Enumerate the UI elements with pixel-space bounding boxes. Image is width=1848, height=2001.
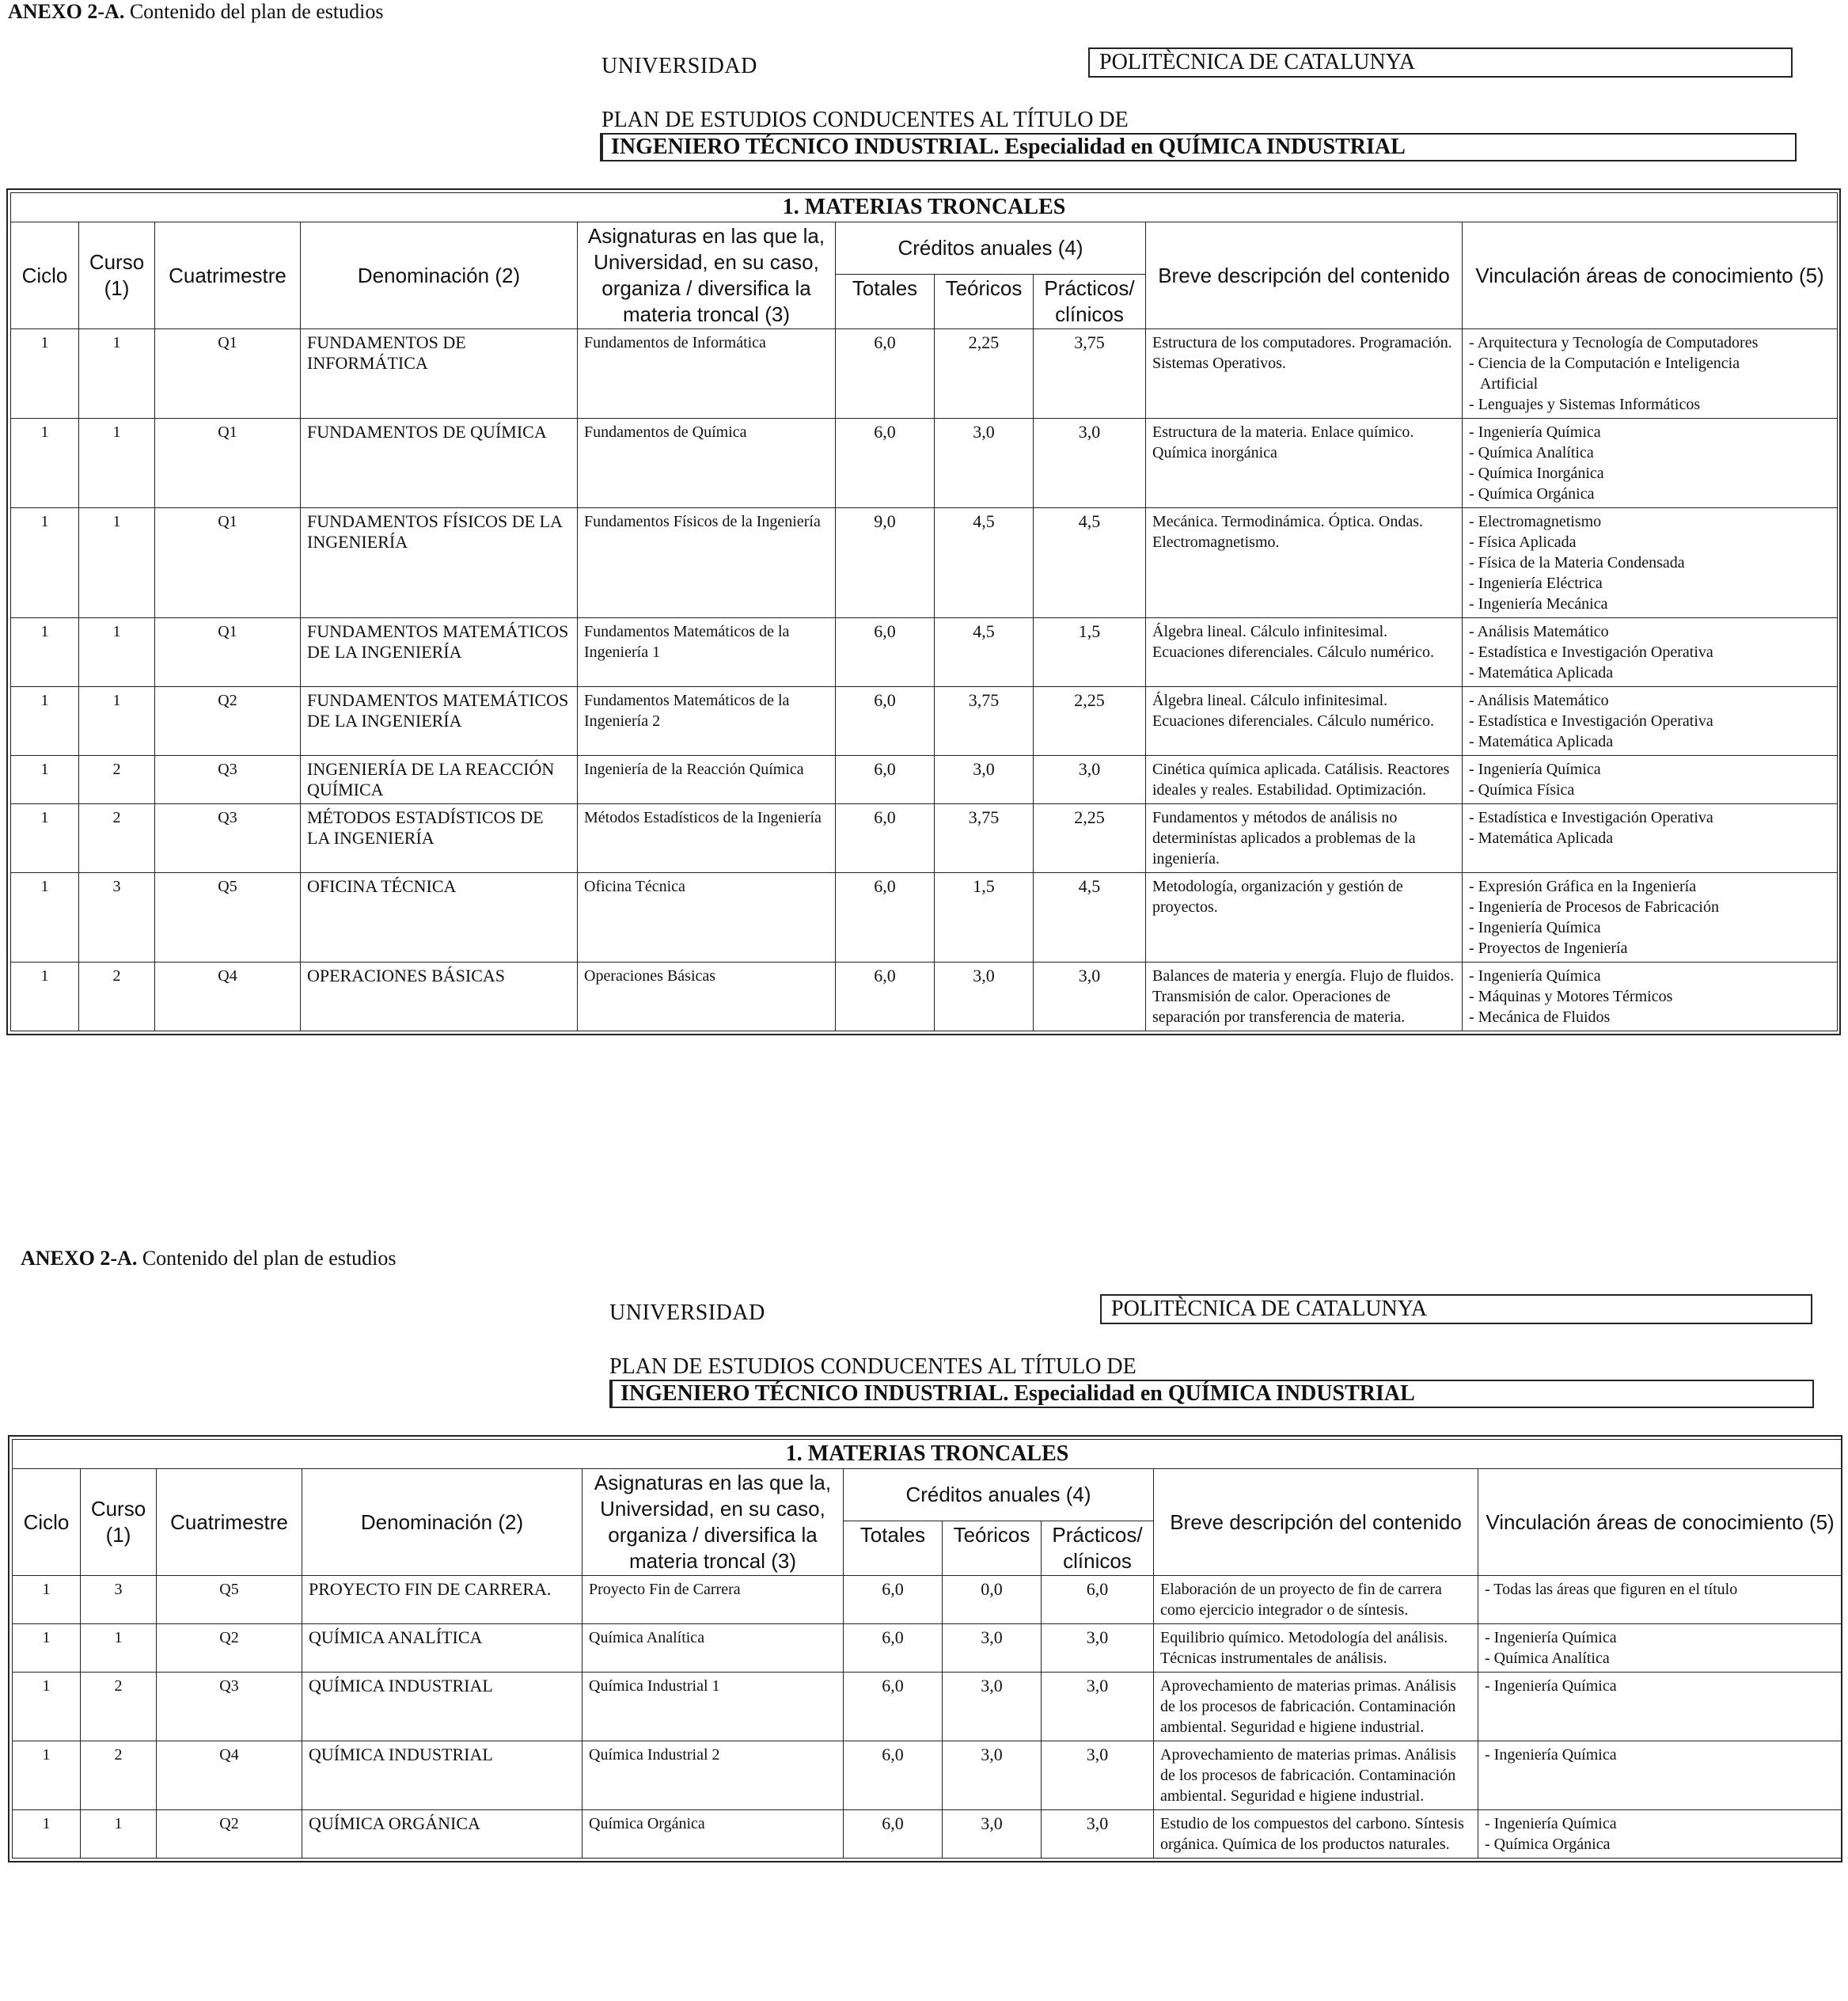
header-denominacion: Denominación (2): [301, 222, 578, 329]
cell-asignatura: Ingeniería de la Reacción Química: [578, 756, 836, 804]
cell-descripcion: Álgebra lineal. Cálculo infinitesimal. Ecuaciones diferenciales. Cálculo numérico.: [1146, 618, 1463, 687]
table-row: [11, 963, 1838, 1031]
table-row: [11, 804, 1838, 873]
area-item: - Proyectos de Ingeniería: [1469, 940, 1628, 957]
cell-asignatura: Fundamentos de Informática: [578, 329, 836, 419]
table-row: [11, 419, 1838, 508]
section-title: 1. MATERIAS TRONCALES: [11, 193, 1838, 222]
area-item: - Ingeniería Química: [1485, 1629, 1617, 1646]
cell-curso: 1: [79, 687, 155, 756]
cell-curso: 3: [79, 873, 155, 963]
cell-cuatrimestre: Q3: [157, 1673, 302, 1741]
header-descripcion: Breve descripción del contenido: [1154, 1469, 1478, 1576]
cell-ciclo: 1: [13, 1741, 81, 1810]
area-item: - Matemática Aplicada: [1469, 733, 1614, 750]
annex-text: Contenido del plan de estudios: [137, 1247, 397, 1270]
table-row: [11, 756, 1838, 804]
cell-teoricos: 3,0: [935, 963, 1034, 1031]
cell-practicos: 4,5: [1034, 508, 1146, 618]
materias-table-frame: [8, 1435, 1842, 1862]
cell-descripcion: Equilibrio químico. Metodología del análisis. Técnicas instrumentales de análisis.: [1154, 1624, 1478, 1673]
cell-descripcion: Estructura de los computadores. Programación. Sistemas Operativos.: [1146, 329, 1463, 419]
cell-totales: 6,0: [836, 618, 935, 687]
cell-teoricos: 2,25: [935, 329, 1034, 419]
university-label: UNIVERSIDAD: [601, 54, 757, 78]
cell-asignatura: Química Industrial 1: [582, 1673, 844, 1741]
cell-practicos: 3,0: [1034, 963, 1146, 1031]
cell-teoricos: 3,75: [935, 804, 1034, 873]
cell-descripcion: Estudio de los compuestos del carbono. Síntesis orgánica. Química de los productos naturales.: [1154, 1810, 1478, 1859]
area-item: - Química Orgánica: [1469, 485, 1595, 503]
cell-cuatrimestre: Q1: [155, 329, 301, 419]
area-item: - Matemática Aplicada: [1469, 664, 1614, 682]
area-item: - Ingeniería Química: [1469, 967, 1601, 985]
plan-title: INGENIERO TÉCNICO INDUSTRIAL. Especialidad en QUÍMICA INDUSTRIAL: [600, 133, 1797, 161]
cell-vinculacion: [1463, 618, 1838, 687]
area-item: - Máquinas y Motores Térmicos: [1469, 988, 1673, 1005]
cell-practicos: 3,0: [1042, 1624, 1154, 1673]
cell-curso: 2: [81, 1741, 157, 1810]
cell-descripcion: Fundamentos y métodos de análisis no determinístas aplicados a problemas de la ingeniería.: [1146, 804, 1463, 873]
cell-ciclo: 1: [13, 1810, 81, 1859]
area-item: - Análisis Matemático: [1469, 623, 1609, 640]
area-item: - Ingeniería Química: [1469, 761, 1601, 778]
cell-asignatura: Operaciones Básicas: [578, 963, 836, 1031]
cell-ciclo: 1: [11, 873, 79, 963]
cell-ciclo: 1: [11, 687, 79, 756]
area-item: - Química Analítica: [1469, 444, 1594, 461]
cell-vinculacion: [1478, 1576, 1842, 1624]
cell-practicos: 1,5: [1034, 618, 1146, 687]
cell-descripcion: Aprovechamiento de materias primas. Análisis de los procesos de fabricación. Contaminación ambiental. Seguridad e higiene industrial.: [1154, 1741, 1478, 1810]
header-ciclo: Ciclo: [13, 1469, 81, 1576]
cell-curso: 2: [79, 804, 155, 873]
cell-practicos: 3,0: [1042, 1741, 1154, 1810]
cell-denominacion: FUNDAMENTOS MATEMÁTICOS DE LA INGENIERÍA: [301, 618, 578, 687]
area-item: - Ingeniería Química: [1485, 1815, 1617, 1832]
cell-vinculacion: [1463, 508, 1838, 618]
cell-asignatura: Fundamentos de Química: [578, 419, 836, 508]
cell-totales: 6,0: [844, 1741, 943, 1810]
area-item: - Química Orgánica: [1485, 1836, 1611, 1853]
cell-asignatura: Química Industrial 2: [582, 1741, 844, 1810]
header-cuatrimestre: Cuatrimestre: [155, 222, 301, 329]
annex-bold: ANEXO 2-A.: [8, 0, 125, 23]
university-label: UNIVERSIDAD: [609, 1300, 765, 1325]
area-item: - Ciencia de la Computación e Inteligencia: [1469, 355, 1740, 372]
cell-teoricos: 3,0: [943, 1810, 1042, 1859]
cell-descripcion: Metodología, organización y gestión de proyectos.: [1146, 873, 1463, 963]
cell-teoricos: 4,5: [935, 618, 1034, 687]
cell-descripcion: Balances de materia y energía. Flujo de fluidos. Transmisión de calor. Operaciones de separación por transferencia de materia.: [1146, 963, 1463, 1031]
table-row: [13, 1741, 1842, 1810]
area-item: - Electromagnetismo: [1469, 513, 1602, 530]
university-name: POLITÈCNICA DE CATALUNYA: [1100, 1294, 1812, 1324]
cell-practicos: 4,5: [1034, 873, 1146, 963]
cell-asignatura: Química Analítica: [582, 1624, 844, 1673]
cell-cuatrimestre: Q3: [155, 804, 301, 873]
area-item: - Química Analítica: [1485, 1650, 1610, 1667]
header-practicos: Prácticos/ clínicos: [1042, 1521, 1154, 1576]
area-item: - Química Física: [1469, 781, 1575, 799]
cell-denominacion: OPERACIONES BÁSICAS: [301, 963, 578, 1031]
cell-vinculacion: [1463, 687, 1838, 756]
area-item: - Ingeniería Química: [1485, 1746, 1617, 1764]
cell-totales: 6,0: [836, 687, 935, 756]
area-item: - Arquitectura y Tecnología de Computadores: [1469, 334, 1759, 351]
cell-cuatrimestre: Q4: [157, 1741, 302, 1810]
cell-curso: 2: [81, 1673, 157, 1741]
cell-cuatrimestre: Q4: [155, 963, 301, 1031]
table-row: [13, 1576, 1842, 1624]
area-item: - Expresión Gráfica en la Ingeniería: [1469, 878, 1697, 895]
cell-cuatrimestre: Q5: [157, 1576, 302, 1624]
cell-teoricos: 3,0: [935, 756, 1034, 804]
cell-curso: 1: [79, 618, 155, 687]
materias-table: [12, 1439, 1842, 1859]
cell-practicos: 3,0: [1034, 756, 1146, 804]
cell-practicos: 3,0: [1042, 1673, 1154, 1741]
cell-vinculacion: [1463, 419, 1838, 508]
cell-asignatura: Química Orgánica: [582, 1810, 844, 1859]
cell-totales: 6,0: [836, 756, 935, 804]
cell-asignatura: Métodos Estadísticos de la Ingeniería: [578, 804, 836, 873]
cell-teoricos: 3,0: [943, 1673, 1042, 1741]
area-item: - Ingeniería Química: [1485, 1677, 1617, 1695]
cell-asignatura: Fundamentos Físicos de la Ingeniería: [578, 508, 836, 618]
cell-teoricos: 3,0: [943, 1624, 1042, 1673]
plan-label: PLAN DE ESTUDIOS CONDUCENTES AL TÍTULO DE: [601, 108, 1129, 132]
cell-totales: 6,0: [836, 873, 935, 963]
plan-label: PLAN DE ESTUDIOS CONDUCENTES AL TÍTULO DE: [609, 1354, 1137, 1379]
cell-ciclo: 1: [11, 756, 79, 804]
cell-denominacion: INGENIERÍA DE LA REACCIÓN QUÍMICA: [301, 756, 578, 804]
cell-practicos: 2,25: [1034, 804, 1146, 873]
table-row: [13, 1624, 1842, 1673]
cell-vinculacion: [1478, 1624, 1842, 1673]
table-row: [13, 1673, 1842, 1741]
cell-teoricos: 1,5: [935, 873, 1034, 963]
cell-asignatura: Oficina Técnica: [578, 873, 836, 963]
cell-descripcion: Aprovechamiento de materias primas. Análisis de los procesos de fabricación. Contaminación ambiental. Seguridad e higiene industrial.: [1154, 1673, 1478, 1741]
annex-bold: ANEXO 2-A.: [21, 1247, 138, 1270]
cell-denominacion: MÉTODOS ESTADÍSTICOS DE LA INGENIERÍA: [301, 804, 578, 873]
area-item: - Estadística e Investigación Operativa: [1469, 644, 1713, 661]
header-vinculacion: Vinculación áreas de conocimiento (5): [1478, 1469, 1842, 1576]
header-vinculacion: Vinculación áreas de conocimiento (5): [1463, 222, 1838, 329]
header-teoricos: Teóricos: [943, 1521, 1042, 1576]
table-row: [11, 873, 1838, 963]
table-row: [11, 329, 1838, 419]
header-ciclo: Ciclo: [11, 222, 79, 329]
cell-denominacion: QUÍMICA INDUSTRIAL: [302, 1741, 582, 1810]
cell-denominacion: FUNDAMENTOS MATEMÁTICOS DE LA INGENIERÍA: [301, 687, 578, 756]
area-item: - Análisis Matemático: [1469, 692, 1609, 709]
cell-cuatrimestre: Q5: [155, 873, 301, 963]
cell-cuatrimestre: Q2: [157, 1624, 302, 1673]
area-item: - Lenguajes y Sistemas Informáticos: [1469, 396, 1701, 413]
cell-practicos: 3,0: [1042, 1810, 1154, 1859]
cell-teoricos: 3,0: [943, 1741, 1042, 1810]
cell-teoricos: 4,5: [935, 508, 1034, 618]
table-row: [13, 1810, 1842, 1859]
cell-totales: 6,0: [844, 1673, 943, 1741]
annex-heading: [8, 0, 383, 24]
university-name: POLITÈCNICA DE CATALUNYA: [1088, 47, 1793, 78]
cell-curso: 3: [81, 1576, 157, 1624]
cell-denominacion: QUÍMICA ORGÁNICA: [302, 1810, 582, 1859]
header-denominacion: Denominación (2): [302, 1469, 582, 1576]
cell-ciclo: 1: [11, 329, 79, 419]
area-item: - Ingeniería Química: [1469, 919, 1601, 936]
area-item: - Estadística e Investigación Operativa: [1469, 712, 1713, 730]
header-curso: Curso (1): [79, 222, 155, 329]
cell-curso: 2: [79, 756, 155, 804]
plan-title: INGENIERO TÉCNICO INDUSTRIAL. Especialidad en QUÍMICA INDUSTRIAL: [609, 1380, 1814, 1408]
cell-curso: 1: [79, 419, 155, 508]
header-practicos: Prácticos/ clínicos: [1034, 275, 1146, 329]
area-item: - Matemática Aplicada: [1469, 830, 1614, 847]
cell-denominacion: PROYECTO FIN DE CARRERA.: [302, 1576, 582, 1624]
area-item: - Estadística e Investigación Operativa: [1469, 809, 1713, 826]
cell-cuatrimestre: Q1: [155, 508, 301, 618]
cell-curso: 1: [79, 329, 155, 419]
section-title: 1. MATERIAS TRONCALES: [13, 1440, 1842, 1469]
annex-heading: [21, 1247, 396, 1270]
area-item: - Ingeniería Eléctrica: [1469, 575, 1603, 592]
header-totales: Totales: [844, 1521, 943, 1576]
cell-descripcion: Elaboración de un proyecto de fin de carrera como ejercicio integrador o de síntesis.: [1154, 1576, 1478, 1624]
cell-vinculacion: [1478, 1810, 1842, 1859]
materias-table: [10, 192, 1838, 1031]
cell-ciclo: 1: [11, 804, 79, 873]
annex-text: Contenido del plan de estudios: [124, 0, 384, 23]
cell-asignatura: Fundamentos Matemáticos de la Ingeniería 1: [578, 618, 836, 687]
cell-teoricos: 3,75: [935, 687, 1034, 756]
area-item: - Ingeniería de Procesos de Fabricación: [1469, 898, 1719, 916]
cell-curso: 1: [81, 1810, 157, 1859]
materias-rows: [13, 1576, 1842, 1859]
header-asignaturas: Asignaturas en las que la, Universidad, en su caso, organiza / diversifica la materia troncal (3): [578, 222, 836, 329]
cell-ciclo: 1: [11, 963, 79, 1031]
cell-asignatura: Proyecto Fin de Carrera: [582, 1576, 844, 1624]
header-curso: Curso (1): [81, 1469, 157, 1576]
cell-denominacion: FUNDAMENTOS DE INFORMÁTICA: [301, 329, 578, 419]
cell-denominacion: FUNDAMENTOS DE QUÍMICA: [301, 419, 578, 508]
cell-vinculacion: [1463, 963, 1838, 1031]
cell-asignatura: Fundamentos Matemáticos de la Ingeniería 2: [578, 687, 836, 756]
cell-ciclo: 1: [13, 1576, 81, 1624]
area-item: - Mecánica de Fluidos: [1469, 1008, 1611, 1026]
area-item: - Ingeniería Química: [1469, 423, 1601, 441]
header-asignaturas: Asignaturas en las que la, Universidad, en su caso, organiza / diversifica la materia troncal (3): [582, 1469, 844, 1576]
cell-teoricos: 3,0: [935, 419, 1034, 508]
cell-denominacion: OFICINA TÉCNICA: [301, 873, 578, 963]
cell-vinculacion: [1478, 1673, 1842, 1741]
area-item: - Física de la Materia Condensada: [1469, 554, 1685, 571]
cell-totales: 9,0: [836, 508, 935, 618]
header-cuatrimestre: Cuatrimestre: [157, 1469, 302, 1576]
cell-vinculacion: [1463, 804, 1838, 873]
cell-totales: 6,0: [844, 1576, 943, 1624]
table-row: [11, 687, 1838, 756]
table-row: [11, 618, 1838, 687]
cell-denominacion: QUÍMICA ANALÍTICA: [302, 1624, 582, 1673]
cell-descripcion: Álgebra lineal. Cálculo infinitesimal. Ecuaciones diferenciales. Cálculo numérico.: [1146, 687, 1463, 756]
cell-practicos: 3,75: [1034, 329, 1146, 419]
cell-vinculacion: [1478, 1741, 1842, 1810]
cell-ciclo: 1: [11, 508, 79, 618]
cell-cuatrimestre: Q3: [155, 756, 301, 804]
cell-curso: 1: [79, 508, 155, 618]
cell-vinculacion: [1463, 329, 1838, 419]
header-teoricos: Teóricos: [935, 275, 1034, 329]
cell-denominacion: QUÍMICA INDUSTRIAL: [302, 1673, 582, 1741]
cell-descripcion: Cinética química aplicada. Catálisis. Reactores ideales y reales. Estabilidad. Optimización.: [1146, 756, 1463, 804]
area-item: - Química Inorgánica: [1469, 465, 1604, 482]
cell-totales: 6,0: [844, 1624, 943, 1673]
header-creditos: Créditos anuales (4): [844, 1469, 1154, 1521]
area-item: Artificial: [1469, 375, 1539, 393]
header-creditos: Créditos anuales (4): [836, 222, 1146, 275]
cell-vinculacion: [1463, 756, 1838, 804]
cell-descripcion: Mecánica. Termodinámica. Óptica. Ondas. Electromagnetismo.: [1146, 508, 1463, 618]
cell-ciclo: 1: [11, 618, 79, 687]
cell-curso: 1: [81, 1624, 157, 1673]
cell-practicos: 2,25: [1034, 687, 1146, 756]
cell-ciclo: 1: [11, 419, 79, 508]
header-descripcion: Breve descripción del contenido: [1146, 222, 1463, 329]
area-item: - Todas las áreas que figuren en el título: [1485, 1581, 1738, 1598]
cell-descripcion: Estructura de la materia. Enlace químico. Química inorgánica: [1146, 419, 1463, 508]
cell-totales: 6,0: [836, 329, 935, 419]
cell-ciclo: 1: [13, 1673, 81, 1741]
cell-ciclo: 1: [13, 1624, 81, 1673]
header-totales: Totales: [836, 275, 935, 329]
cell-teoricos: 0,0: [943, 1576, 1042, 1624]
cell-denominacion: FUNDAMENTOS FÍSICOS DE LA INGENIERÍA: [301, 508, 578, 618]
cell-cuatrimestre: Q1: [155, 618, 301, 687]
cell-cuatrimestre: Q2: [157, 1810, 302, 1859]
area-item: - Ingeniería Mecánica: [1469, 595, 1608, 613]
cell-cuatrimestre: Q1: [155, 419, 301, 508]
cell-totales: 6,0: [836, 963, 935, 1031]
cell-cuatrimestre: Q2: [155, 687, 301, 756]
area-item: - Física Aplicada: [1469, 533, 1577, 551]
cell-vinculacion: [1463, 873, 1838, 963]
materias-rows: [11, 329, 1838, 1031]
materias-table-frame: [6, 188, 1841, 1035]
cell-totales: 6,0: [836, 804, 935, 873]
table-row: [11, 508, 1838, 618]
cell-totales: 6,0: [844, 1810, 943, 1859]
cell-practicos: 6,0: [1042, 1576, 1154, 1624]
cell-totales: 6,0: [836, 419, 935, 508]
cell-curso: 2: [79, 963, 155, 1031]
cell-practicos: 3,0: [1034, 419, 1146, 508]
